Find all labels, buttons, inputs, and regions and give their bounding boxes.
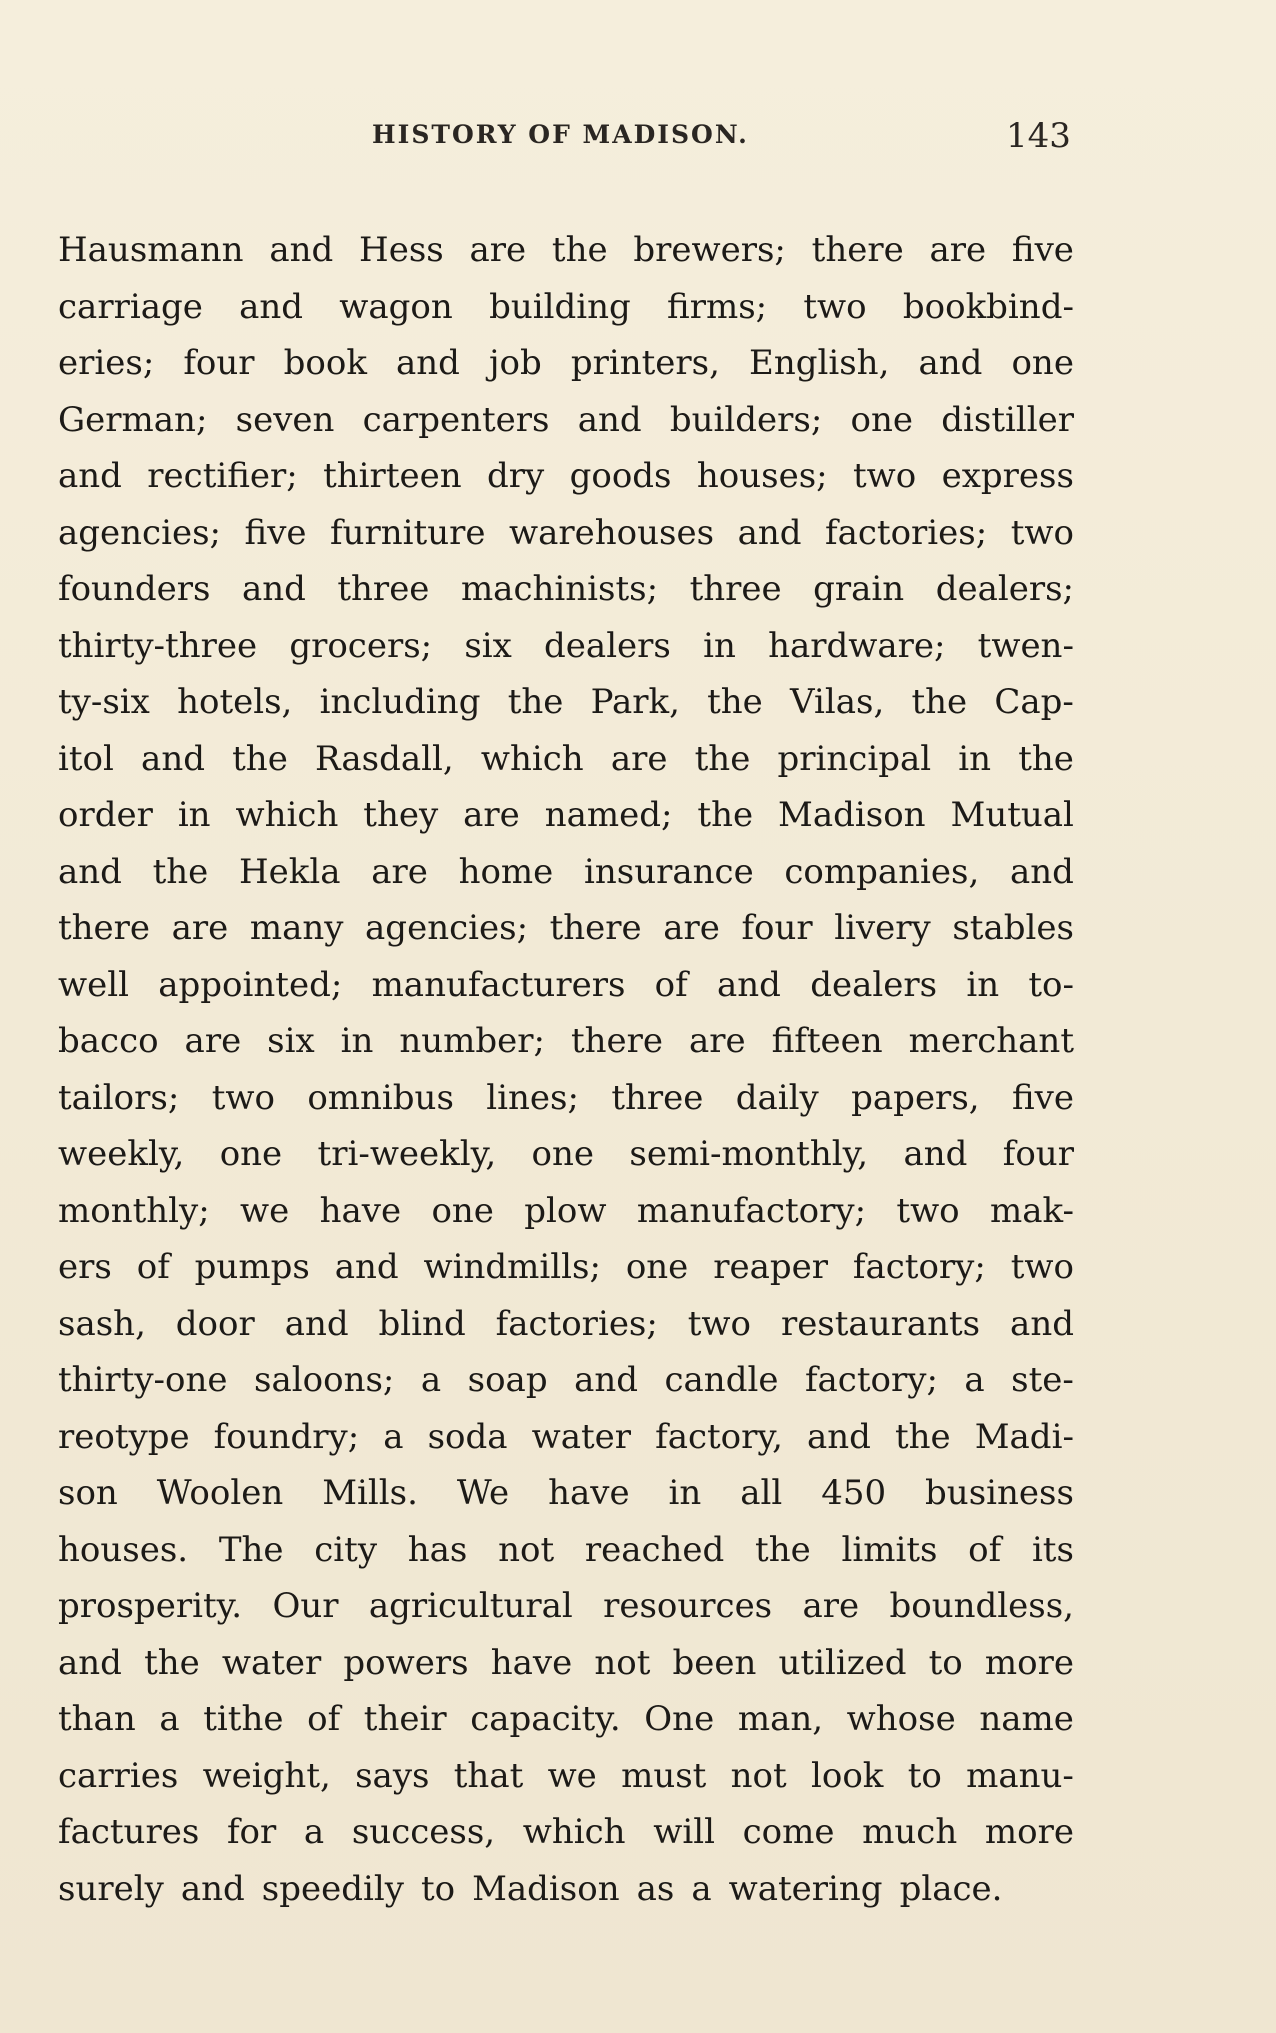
running-head: HISTORY OF MADISON. bbox=[372, 120, 749, 149]
text-line: surely and speedily to Madison as a watering place. bbox=[58, 1868, 1003, 1909]
text-line: prosperity. Our agricultural resources are boundless, bbox=[58, 1586, 1074, 1626]
text-line: son Woolen Mills. We have in all 450 business bbox=[58, 1473, 1074, 1513]
text-line: reotype foundry; a soda water factory, and the Madi- bbox=[58, 1416, 1074, 1457]
text-line: German; seven carpenters and builders; one distiller bbox=[58, 399, 1074, 440]
text-line: there are many agencies; there are four livery stables bbox=[58, 908, 1074, 948]
text-line: weekly, one tri-weekly, one semi-monthly, and four bbox=[58, 1134, 1074, 1174]
text-line: carriage and wagon building firms; two bookbind- bbox=[58, 286, 1074, 327]
text-line: eries; four book and job printers, English, and one bbox=[58, 343, 1074, 383]
text-line: order in which they are named; the Madison Mutual bbox=[58, 795, 1074, 835]
text-line: Hausmann and Hess are the brewers; there are five bbox=[58, 230, 1074, 270]
text-line: monthly; we have one plow manufactory; two mak- bbox=[58, 1190, 1074, 1231]
text-line: thirty-one saloons; a soap and candle factory; a ste- bbox=[58, 1360, 1074, 1400]
text-line: ty-six hotels, including the Park, the Vilas, the Cap- bbox=[58, 682, 1074, 722]
text-line: sash, door and blind factories; two restaurants and bbox=[58, 1303, 1074, 1344]
text-line: than a tithe of their capacity. One man, whose name bbox=[58, 1699, 1074, 1739]
text-line: bacco are six in number; there are fifteen merchant bbox=[58, 1021, 1074, 1061]
text-line: itol and the Rasdall, which are the principal in the bbox=[58, 738, 1074, 779]
text-line: well appointed; manufacturers of and dealers in to- bbox=[58, 964, 1074, 1005]
text-line: factures for a success, which will come much more bbox=[58, 1812, 1074, 1852]
page-number: 143 bbox=[1006, 116, 1071, 156]
text-line: founders and three machinists; three grain dealers; bbox=[58, 569, 1074, 609]
text-line: and rectifier; thirteen dry goods houses; two express bbox=[58, 456, 1074, 496]
text-line: houses. The city has not reached the limits of its bbox=[58, 1529, 1074, 1570]
text-line: ers of pumps and windmills; one reaper factory; two bbox=[58, 1247, 1074, 1287]
text-line: agencies; five furniture warehouses and factories; two bbox=[58, 512, 1074, 553]
text-line: tailors; two omnibus lines; three daily papers, five bbox=[58, 1077, 1074, 1118]
text-line: thirty-three grocers; six dealers in hardware; twen- bbox=[58, 625, 1074, 666]
text-line: and the Hekla are home insurance companies, and bbox=[58, 851, 1074, 892]
body-text bbox=[58, 222, 1074, 1917]
text-line: and the water powers have not been utilized to more bbox=[58, 1642, 1074, 1683]
text-line: carries weight, says that we must not look to manu- bbox=[58, 1755, 1074, 1796]
